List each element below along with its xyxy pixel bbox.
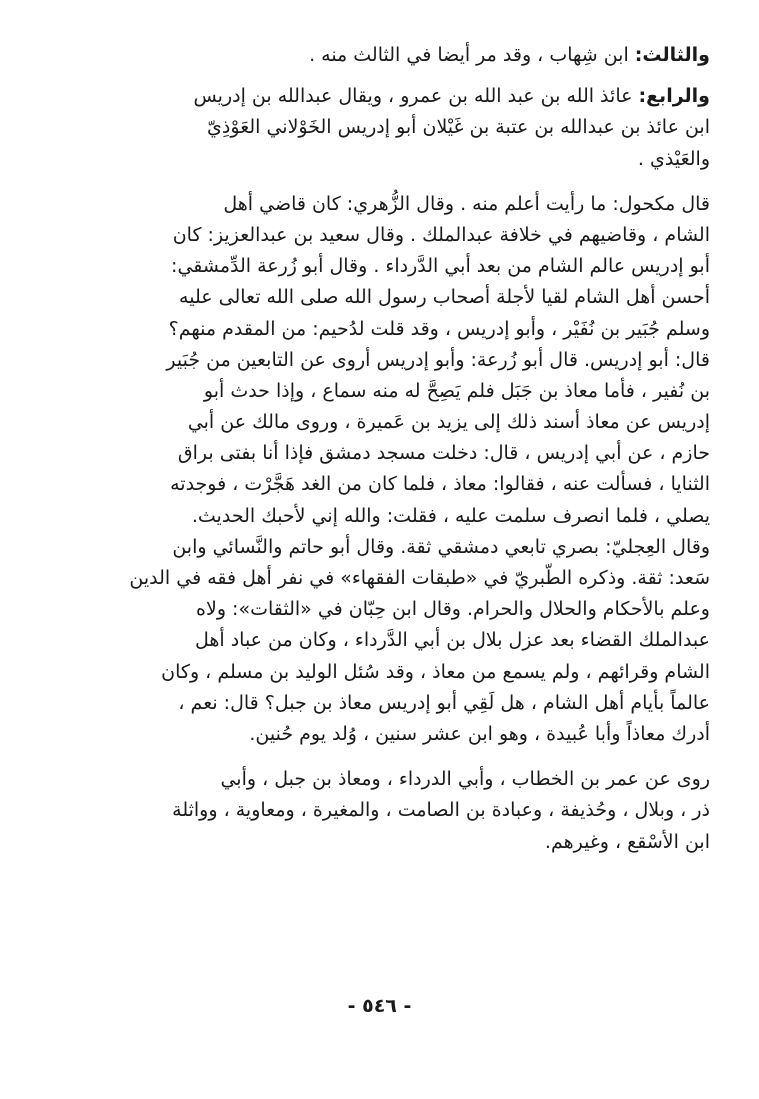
paragraph	[60, 81, 710, 175]
text-line	[60, 501, 710, 532]
text-line	[60, 345, 710, 376]
line-text: يصلي ، فلما انصرف سلمت عليه ، فقلت: والله إني لأحبك الحديث.	[191, 504, 710, 527]
line-text: قال: أبو إدريس. قال أبو زُرعة: وأبو إدريس أروى عن التابعين من جُبَير	[166, 348, 710, 371]
text-line	[60, 407, 710, 438]
text-line	[60, 144, 710, 175]
line-text: حازم ، عن أبي إدريس ، قال: دخلت مسجد دمشق فإذا أنا بفتى براق	[177, 442, 710, 465]
line-text: وعلم بالأحكام والحلال والحرام. وقال ابن حِبّان في «الثقات»: ولاه	[196, 598, 710, 621]
line-text: أبو إدريس عالم الشام من بعد أبي الدَّرداء . وقال أبو زُرعة الدِّمشقي:	[171, 255, 710, 278]
paragraph	[60, 189, 710, 750]
line-lead: والرابع:	[638, 85, 710, 108]
line-text: الثنايا ، فسألت عنه ، فقالوا: معاذ ، فلما كان من الغد هَجَّرْت ، فوجدته	[170, 473, 710, 496]
line-text: ذر ، وبلال ، وحُذيفة ، وعبادة بن الصامت ، والمغيرة ، ومعاوية ، وواثلة	[172, 799, 710, 822]
text-line	[60, 657, 710, 688]
line-text: عبدالملك القضاء بعد عزل بلال بن أبي الدَّرداء ، وكان من عباد أهل	[194, 629, 710, 652]
text-line	[60, 81, 710, 112]
text-line	[60, 469, 710, 500]
line-lead: والثالث:	[634, 44, 710, 66]
text-line	[60, 40, 710, 71]
line-text: عائذ الله بن عبد الله بن عمرو ، ويقال عبدالله بن إدريس	[193, 85, 639, 108]
line-text: ابن الأسْقع ، وغيرهم.	[544, 830, 710, 853]
line-text: قال مكحول: ما رأيت أعلم منه . وقال الزُّهري: كان قاضي أهل	[223, 192, 710, 215]
line-text: الشام ، وقاضيهم في خلافة عبدالملك . وقال سعيد بن عبدالعزيز: كان	[172, 223, 710, 246]
paragraph	[60, 40, 710, 71]
text-line	[60, 251, 710, 282]
line-text: بن نُفير ، فأما معاذ بن جَبَل فلم يَصِحَّ له منه سماع ، وإذا حدث أبو	[203, 379, 710, 402]
line-text: روى عن عمر بن الخطاب ، وأبي الدرداء ، ومعاذ بن جبل ، وأبي	[220, 768, 710, 791]
text-line	[60, 314, 710, 345]
line-text: وسلم جُبَير بن نُفَيْر ، وأبو إدريس ، وقد قلت لدُحيم: من المقدم منهم؟	[168, 317, 710, 340]
text-line	[60, 112, 710, 143]
line-text: عالماً بأيام أهل الشام ، هل لَقِي أبو إدريس معاذ بن جبل؟ قال: نعم ،	[178, 691, 710, 714]
line-text: والعَيْذي .	[637, 147, 710, 170]
line-text: الشام وقرائهم ، ولم يسمع من معاذ ، وقد سُئل الوليد بن مسلم ، وكان	[161, 660, 710, 683]
line-text: سَعد: ثقة. وذكره الطَّبريّ في «طبقات الفقهاء» في نفر أهل فقه في الدين	[129, 567, 710, 589]
line-text: ابن عائذ بن عبدالله بن عتبة بن غَيْلان أبو إدريس الخَوْلاني العَوْذِيّ	[207, 116, 710, 139]
text-line	[60, 764, 710, 795]
page-number: - ٥٤٦ -	[347, 995, 412, 1017]
text-line	[60, 282, 710, 313]
text-line	[60, 719, 710, 750]
line-text: أدرك معاذاً وأبا عُبيدة ، وهو ابن عشر سنين ، وُلد يوم حُنين.	[249, 722, 710, 745]
line-text: إدريس عن معاذ أسند ذلك إلى يزيد بن عَميرة ، وروى مالك عن أبي	[187, 411, 710, 434]
line-text: ابن شِهاب ، وقد مر أيضا في الثالث منه .	[309, 44, 635, 66]
text-line	[60, 594, 710, 625]
text-line	[60, 795, 710, 826]
text-line	[60, 625, 710, 656]
text-line	[60, 827, 710, 858]
text-line	[60, 438, 710, 469]
text-line	[60, 376, 710, 407]
text-line	[60, 189, 710, 220]
text-line	[60, 688, 710, 719]
text-line	[60, 563, 710, 594]
paragraph	[60, 764, 710, 858]
line-text: أحسن أهل الشام لقيا لأجلة أصحاب رسول الله صلى الله تعالى عليه	[179, 286, 710, 309]
text-line	[60, 532, 710, 563]
text-line	[60, 220, 710, 251]
line-text: وقال العِجليّ: بصري تابعي دمشقي ثقة. وقال أبو حاتم والنَّسائي وابن	[172, 535, 710, 558]
page-body	[60, 40, 710, 872]
